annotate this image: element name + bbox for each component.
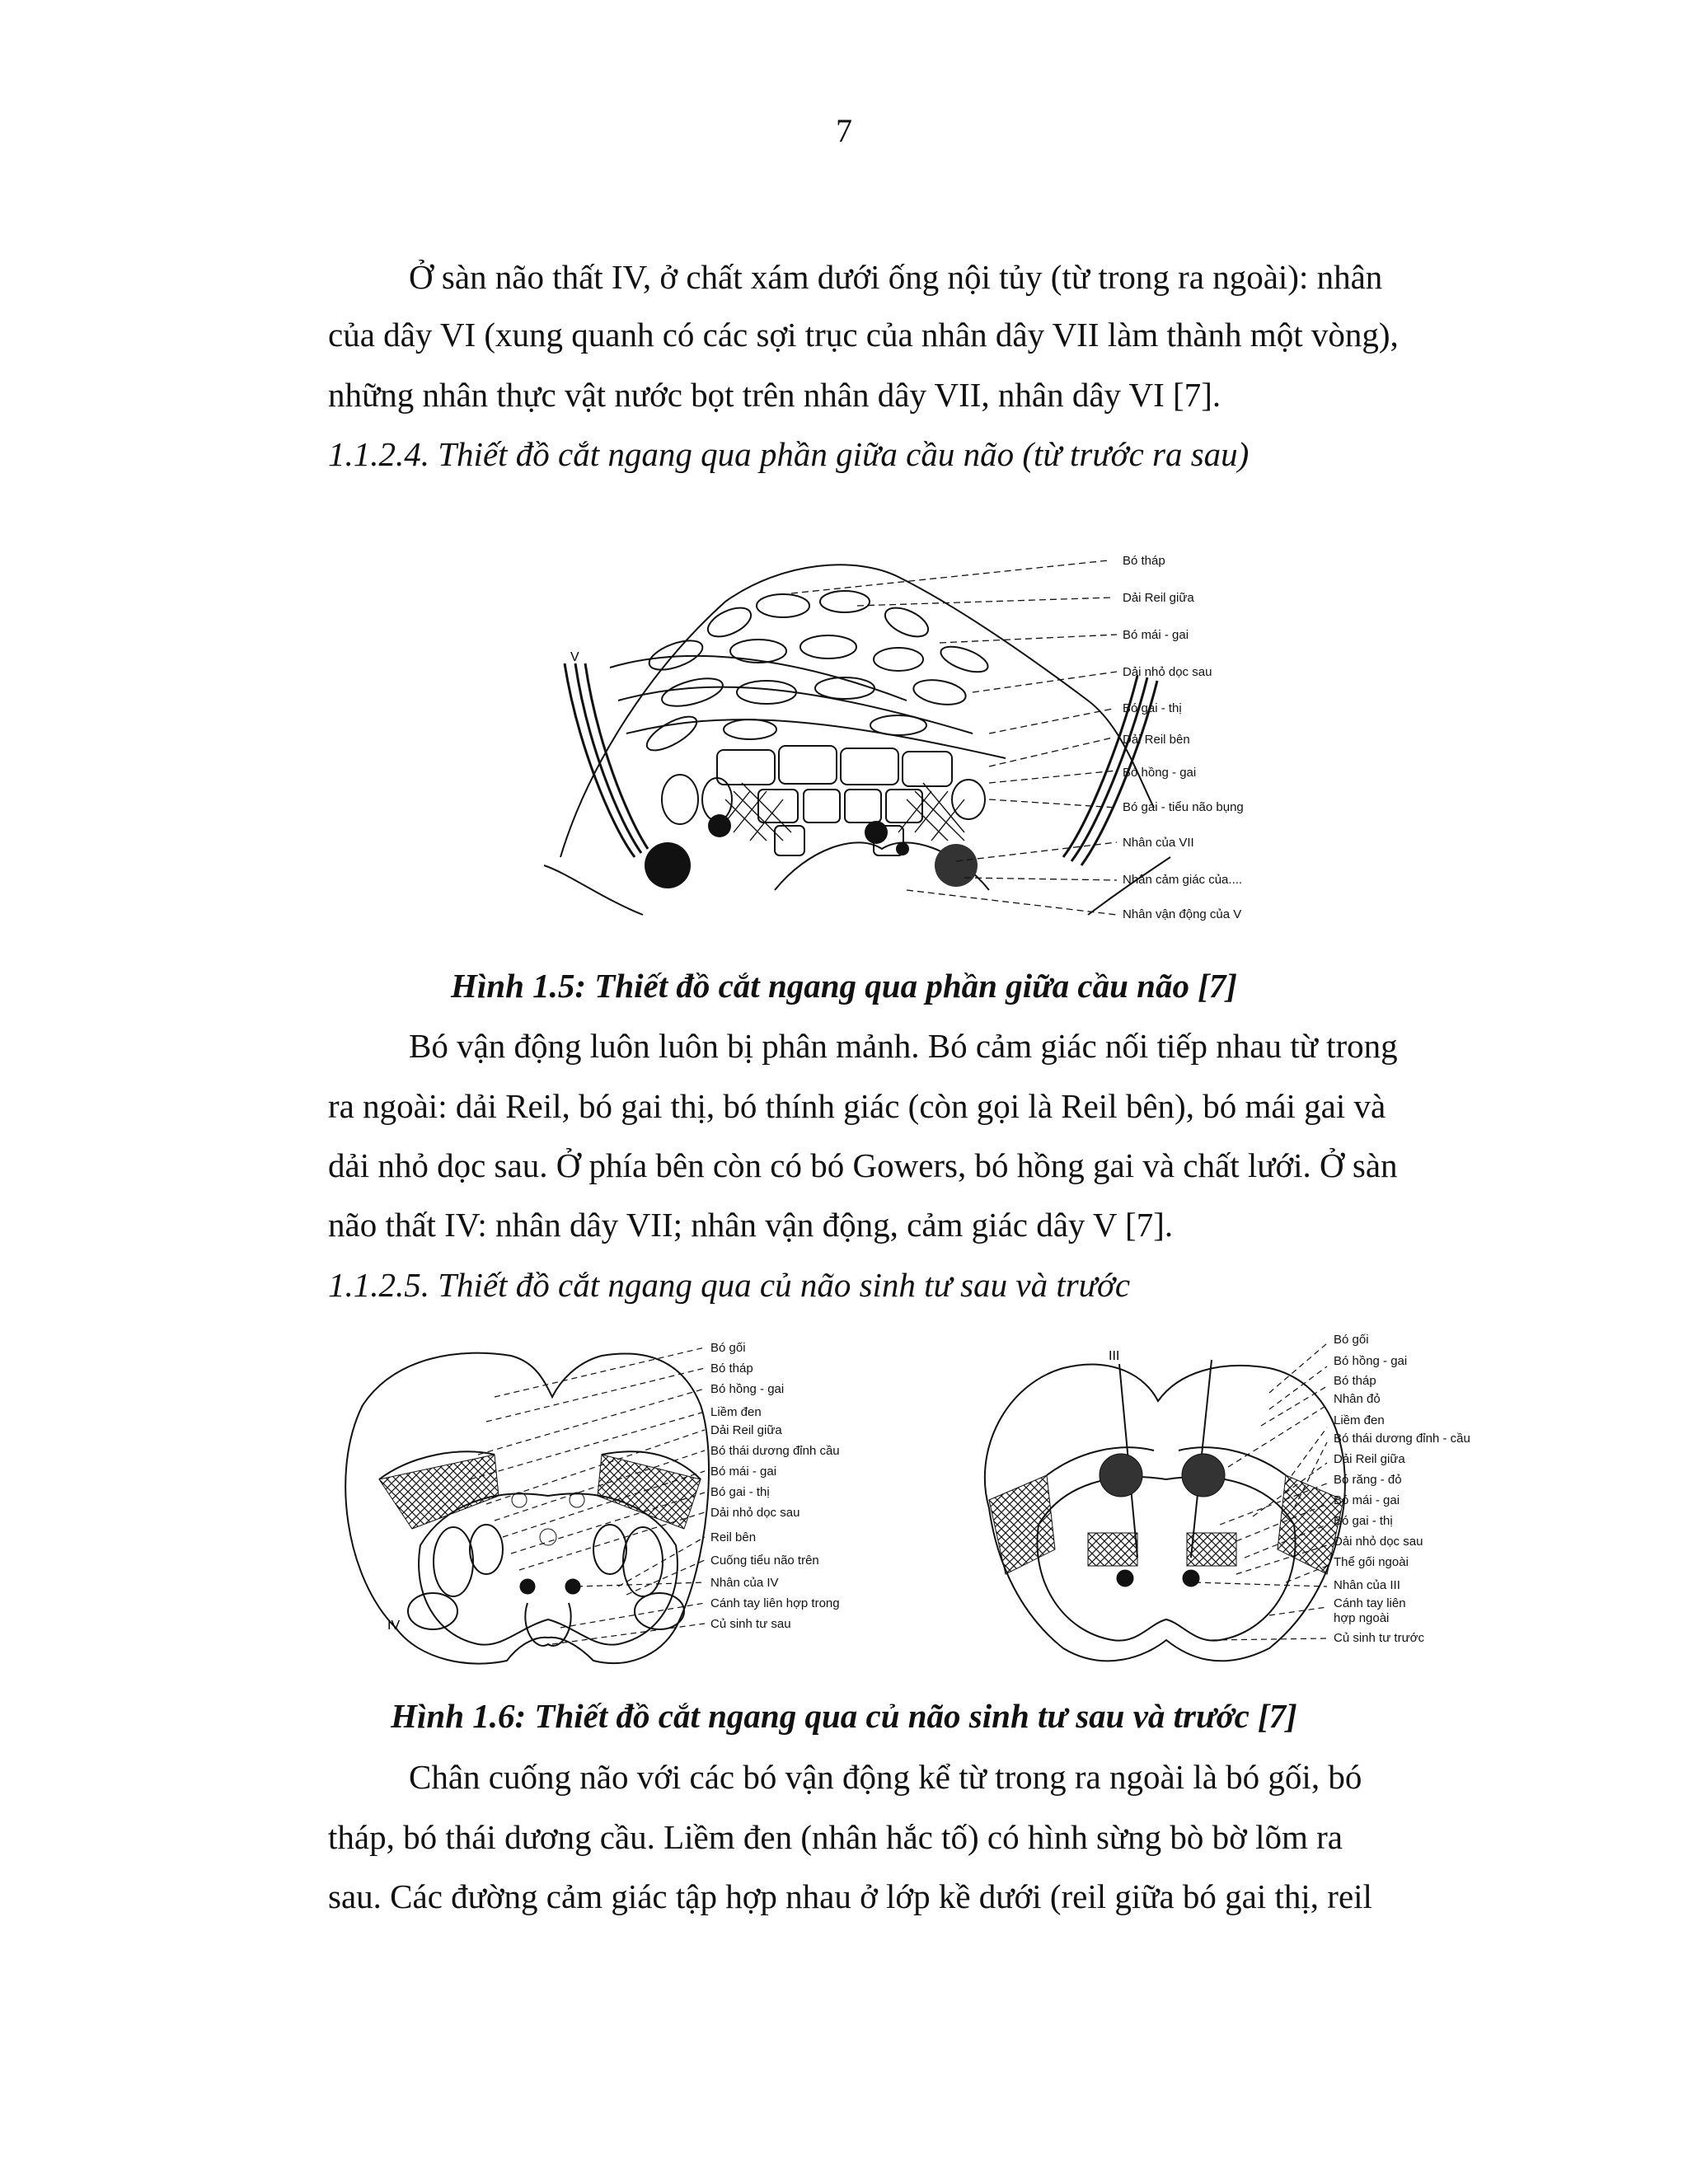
figure-1-6-left-label-12: Nhân của IV: [710, 1576, 779, 1590]
figure-1-5-label-10: Nhân cảm giác của....: [1123, 873, 1243, 887]
figure-1-6-left-label-5: Dải Reil giữa: [710, 1423, 782, 1437]
figure-1-6-left-label-3: Bó hồng - gai: [710, 1382, 785, 1396]
figure-1-6-right-label-5: Liềm đen: [1334, 1413, 1385, 1427]
figure-1-6-right-label-1: Bó gối: [1334, 1333, 1369, 1347]
para2-line-1: Bó vận động luôn luôn bị phân mảnh. Bó cảm giác nối tiếp nhau từ trong: [409, 1027, 1398, 1065]
figure-1-6-right-diagram: [940, 1327, 1500, 1681]
figure-1-6-right-label-13: Nhân của III: [1334, 1578, 1400, 1592]
figure-1-5-label-3: Bó mái - gai: [1123, 628, 1189, 642]
para3-line-2: tháp, bó thái dương cầu. Liềm đen (nhân hắc tố) có hình sừng bò bờ lõm ra: [328, 1818, 1343, 1856]
figure-1-6-right-label-14: Cánh tay liên: [1334, 1596, 1406, 1610]
para1-line-2: của dây VI (xung quanh có các sợi trục của nhân dây VII làm thành một vòng),: [328, 316, 1399, 354]
figure-1-6-left-label-8: Bó gai - thị: [710, 1485, 770, 1499]
figure-1-6-right-label-12: Thể gối ngoài: [1334, 1555, 1409, 1569]
figure-1-6-right-label-6: Bó thái dương đỉnh - cầu: [1334, 1432, 1470, 1446]
figure-1-5-label-4: Dải nhỏ dọc sau: [1123, 665, 1212, 679]
figure-1-5-label-8: Bó gai - tiểu não bụng: [1123, 800, 1244, 814]
figure-1-6-left-label-2: Bó tháp: [710, 1361, 753, 1376]
para2-line-3: dải nhỏ dọc sau. Ở phía bên còn có bó Gowers, bó hồng gai và chất lưới. Ở sàn: [328, 1146, 1398, 1184]
figure-1-6-left-label-11: Cuống tiểu não trên: [710, 1554, 819, 1568]
section-heading-1-1-2-5: 1.1.2.5. Thiết đồ cắt ngang qua củ não sinh tư sau và trước: [328, 1266, 1131, 1304]
para3-line-3: sau. Các đường cảm giác tập hợp nhau ở lớp kề dưới (reil giữa bó gai thị, reil: [328, 1877, 1372, 1915]
figure-1-5-nerve-v-label: V: [570, 650, 579, 664]
figure-1-6-right-label-9: Bó mái - gai: [1334, 1493, 1400, 1507]
figure-1-6-left-label-6: Bó thái dương đỉnh cầu: [710, 1444, 840, 1458]
figure-1-6-left-nerve-label: IV: [387, 1619, 401, 1633]
figure-1-6-right-label-7: Dải Reil giữa: [1334, 1452, 1405, 1466]
figure-1-5-label-11: Nhân vận động của V: [1123, 907, 1242, 921]
figure-1-6-left-label-10: Reil bên: [710, 1530, 757, 1544]
figure-1-6-right-label-2: Bó hồng - gai: [1334, 1354, 1408, 1368]
figure-1-6-right-label-15: hợp ngoài: [1334, 1611, 1390, 1625]
figure-1-6-left-diagram: [330, 1331, 874, 1677]
figure-1-6-left-label-14: Củ sinh tư sau: [710, 1617, 791, 1631]
figure-1-5-label-5: Bó gai - thị: [1123, 701, 1182, 715]
figure-1-5-caption: Hình 1.5: Thiết đồ cắt ngang qua phần giữa cầu não [7]: [450, 967, 1238, 1005]
para2-line-2: ra ngoài: dải Reil, bó gai thị, bó thính giác (còn gọi là Reil bên), bó mái gai và: [328, 1087, 1386, 1125]
para3-line-1: Chân cuống não với các bó vận động kể từ trong ra ngoài là bó gối, bó: [409, 1758, 1362, 1796]
figure-1-6-left-label-9: Dải nhỏ dọc sau: [710, 1506, 800, 1520]
para2-line-4: não thất IV: nhân dây VII; nhân vận động, cảm giác dây V [7].: [328, 1206, 1174, 1244]
page-number: 7: [836, 112, 852, 149]
figure-1-6-caption: Hình 1.6: Thiết đồ cắt ngang qua củ não sinh tư sau và trước [7]: [391, 1697, 1297, 1735]
figure-1-6-right-nerve-label: III: [1109, 1349, 1120, 1363]
figure-1-6-right-label-8: Bó răng - đỏ: [1334, 1473, 1402, 1487]
figure-1-5-label-1: Bó tháp: [1123, 554, 1165, 568]
figure-1-6-right-label-3: Bó tháp: [1334, 1374, 1376, 1388]
section-heading-1-1-2-4: 1.1.2.4. Thiết đồ cắt ngang qua phần giữa cầu não (từ trước ra sau): [328, 435, 1250, 473]
figure-1-6-right-label-4: Nhân đỏ: [1334, 1392, 1381, 1406]
figure-1-5-label-2: Dải Reil giữa: [1123, 591, 1194, 605]
figure-1-6-right-label-11: Dải nhỏ dọc sau: [1334, 1535, 1423, 1549]
figure-1-5-diagram: [511, 527, 1302, 940]
figure-1-5-label-6: Dải Reil bên: [1123, 733, 1190, 747]
para1-line-1: Ở sàn não thất IV, ở chất xám dưới ống nội tủy (từ trong ra ngoài): nhân: [409, 258, 1383, 296]
figure-1-6-right-label-16: Củ sinh tư trước: [1334, 1631, 1424, 1645]
figure-1-6-left-label-7: Bó mái - gai: [710, 1465, 777, 1479]
para1-line-3: những nhân thực vật nước bọt trên nhân dây VII, nhân dây VI [7].: [328, 376, 1221, 414]
figure-1-6-left-label-1: Bó gối: [710, 1341, 746, 1355]
figure-1-5-label-7: Bó hồng - gai: [1123, 766, 1197, 780]
figure-1-6-left-label-13: Cánh tay liên hợp trong: [710, 1596, 840, 1610]
figure-1-5-label-9: Nhân của VII: [1123, 836, 1194, 850]
figure-1-6-right-label-10: Bó gai - thị: [1334, 1514, 1393, 1528]
figure-1-6-left-label-4: Liềm đen: [710, 1405, 762, 1419]
